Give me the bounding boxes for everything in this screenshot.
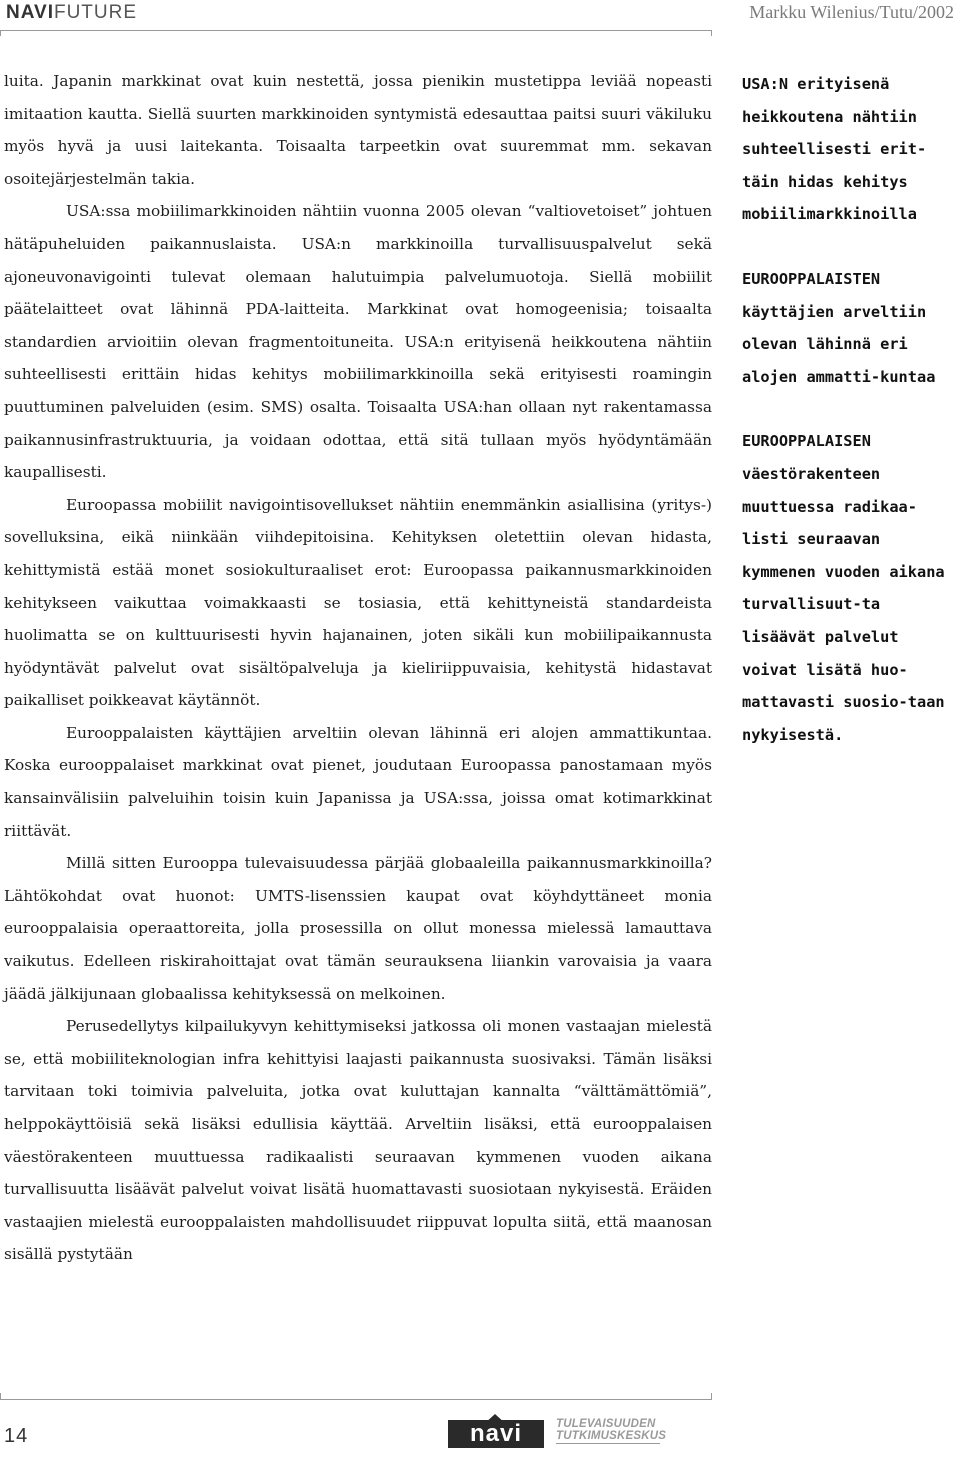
paragraph: Euroopassa mobiilit navigointisovellukset nähtiin enemmänkin asiallisina (yritys-) sovelluksina, eikä niinkään viihdepitoisina. Kehityksen oletettiin olevan hidasta, kehittymistä estää monet sosiokulturaaliset erot: Euroopassa paikannusmarkkinoiden kehitykseen vaikuttaa voimakkaasti se tosiasia, että kehittyneistä standardeista huolimatta se on kulttuurisesti hyvin hajanainen, joten sikäli kun mobiilipaikannusta hyödyntävät palvelut ovat sisältöpalveluja ja kieliriippuvaisia, kehitystä hidastavat paikalliset poikkeavat käytännöt.	[4, 495, 712, 710]
pull-quote: EUROOPPALAISEN väestörakenteen muuttuessa radikaa-listi seuraavan kymmenen vuoden aikana turvallisuut-ta lisäävät palvelut voivat lisätä huo-mattavasti suosio-taan nykyisestä.	[742, 432, 945, 744]
brand-bold: NAVI	[6, 2, 54, 23]
paragraph: luita. Japanin markkinat ovat kuin nestettä, jossa pienikin mustetippa leviää nopeasti imitaation kautta. Siellä suurten markkinoiden syntymistä edesauttaa paitsi suuri väkiluku myös hyvä ja uusi laitekanta. Toisaalta tarpeetkin ovat suuremmat mm. sekavan osoitejärjestelmän takia.	[4, 72, 712, 188]
paragraph: Eurooppalaisten käyttäjien arveltiin olevan lähinnä eri alojen ammattikuntaa. Koska eurooppalaiset markkinat ovat pienet, joudutaan Euroopassa panostamaan myös kansainvälisiin palveluihin toisin kuin Japanissa ja USA:ssa, joissa omat kotimarkkinat riittävät.	[4, 723, 712, 840]
tk-logo-line2: TUTKIMUSKESKUS	[556, 1430, 667, 1442]
header-tick-right	[711, 30, 712, 36]
tk-logo-line1: TULEVAISUUDEN	[556, 1418, 656, 1430]
main-column	[4, 65, 712, 1271]
header-tick-left	[0, 30, 1, 36]
footer-tick-left	[0, 1393, 1, 1400]
pull-quote: USA:N erityisenä heikkoutena nähtiin suhteellisesti erit-täin hidas kehitys mobiilimarkkinoilla	[742, 75, 927, 224]
tutkimuskeskus-logo	[556, 1418, 666, 1444]
footer-rule	[0, 1399, 712, 1400]
tk-logo-underline	[556, 1443, 660, 1444]
navi-logo-text: navi	[448, 1420, 544, 1448]
pull-quote: EUROOPPALAISTEN käyttäjien arveltiin olevan lähinnä eri alojen ammatti-kuntaa	[742, 269, 936, 386]
header-rule	[0, 30, 712, 31]
page-header	[0, 0, 960, 40]
header-author: Markku Wilenius/Tutu/2002	[749, 2, 954, 22]
sidebar-pull-quotes	[742, 68, 958, 783]
paragraph: Perusedellytys kilpailukyvyn kehittymiseksi jatkossa oli monen vastaajan mielestä se, että mobiiliteknologian infra kehittyisi laajasti paikannusta suosivaksi. Tämän lisäksi tarvitaan toki toimivia palveluita, jotka ovat kuluttajan kannalta “välttämättömiä”, helppokäyttöisiä sekä lisäksi edullisia käyttää. Arveltiin lisäksi, että eurooppalaisen väestörakenteen muuttuessa radikaalisti seuraavan kymmenen vuoden aikana turvallisuutta lisäävät palvelut voivat lisätä huomattavasti suosiotaan nykyisestä. Eräiden vastaajien mielestä eurooppalaisten mahdollisuudet riippuvat lopulta siitä, että maanosan sisällä pystytään	[4, 1017, 712, 1264]
brand-logo	[6, 2, 137, 24]
brand-thin: FUTURE	[53, 2, 138, 23]
paragraph: Millä sitten Eurooppa tulevaisuudessa pärjää globaaleilla paikannusmarkkinoilla? Lähtökohdat ovat huonot: UMTS-lisenssien kaupat ovat köyhdyttäneet monia eurooppalaisia operaattoreita, jolla prosessilla on ollut monessa mielessä lamauttava vaikutus. Edelleen riskirahoittajat ovat tämän seurauksena liiankin varovaisia ja vaara jäädä jälkijunaan globaalissa kehityksessä on melkoinen.	[4, 854, 712, 1003]
footer-tick-right	[711, 1393, 712, 1400]
navi-logo	[448, 1414, 544, 1454]
paragraph: USA:ssa mobiilimarkkinoiden nähtiin vuonna 2005 olevan “valtiovetoiset” johtuen hätäpuheluiden paikannuslaista. USA:n markkinoilla turvallisuuspalvelut sekä ajoneuvonavigointi tulevat olemaan halutuimpia palvelumuotoja. Siellä mobiilit päätelaitteet ovat lähinnä PDA-laitteita. Markkinat ovat homogeenisia; toisaalta standardien arvioitiin olevan fragmentoituneita. USA:n erityisenä heikkoutena nähtiin suhteellisesti erittäin hidas kehitys mobiilimarkkinoilla sekä erityisesti roamingin puuttuminen palveluiden (esim. SMS) osalta. Toisaalta USA:han ollaan nyt rakentamassa paikannusinfrastruktuuria, ja voidaan odottaa, että sitä tullaan myös hyödyntämään kaupallisesti.	[4, 202, 712, 482]
page-number: 14	[4, 1425, 29, 1447]
